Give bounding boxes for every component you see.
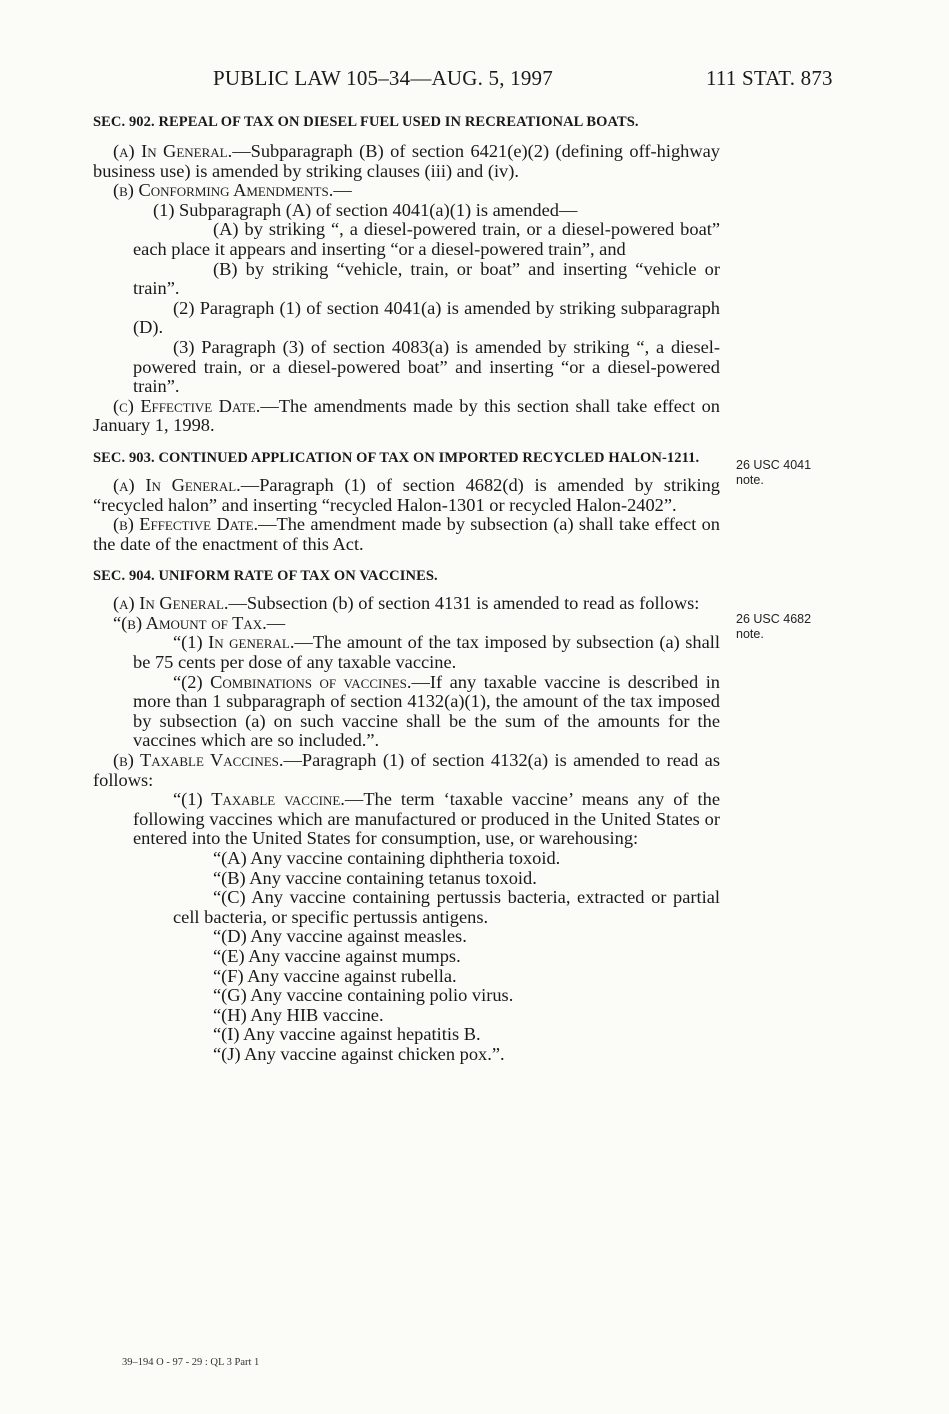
running-header-left: PUBLIC LAW 105–34—AUG. 5, 1997 xyxy=(213,66,553,90)
vaccine-list xyxy=(93,849,720,1065)
vaccine-list-item: “(F) Any vaccine against rubella. xyxy=(213,965,457,986)
side-note-26-usc-4682: 26 USC 4682 note. xyxy=(736,612,812,641)
sec902-b1-subparagraph-B: (B) by striking “vehicle, train, or boat” and inserting “vehicle or train”. xyxy=(133,258,720,299)
sec904-tv-heading: “(1) Taxable vaccine. xyxy=(173,789,345,810)
side-note-26-usc-4041: 26 USC 4041 note. xyxy=(736,458,812,487)
sec904-amt1-text: —The amount of the tax imposed by subsection (a) shall be 75 cents per dose of any taxable vaccine. xyxy=(133,632,720,673)
section-903-heading: SEC. 903. CONTINUED APPLICATION OF TAX ON IMPORTED RECYCLED HALON-1211. xyxy=(93,449,700,466)
section-902-heading: SEC. 902. REPEAL OF TAX ON DIESEL FUEL USED IN RECREATIONAL BOATS. xyxy=(93,114,639,130)
sec904-amt2-heading: “(2) Combinations of vaccines. xyxy=(173,671,412,692)
sec904-subsection-b xyxy=(93,751,720,790)
sec902-b-paragraph-3: (3) Paragraph (3) of section 4083(a) is amended by striking “, a diesel-powered train, or a diesel-powered boat” and inserting “or a diesel-powered train”. xyxy=(133,336,720,397)
running-header-right: 111 STAT. 873 xyxy=(706,66,833,90)
vaccine-list-item: “(G) Any vaccine containing polio virus. xyxy=(213,985,514,1006)
sec904-amount-heading: “(b) Amount of Tax. xyxy=(113,612,267,633)
document-body xyxy=(93,112,720,1065)
section-904-heading: SEC. 904. UNIFORM RATE OF TAX ON VACCINES. xyxy=(93,568,438,585)
sec904-tv-text: —The term ‘taxable vaccine’ means any of the following vaccines which are manufactured or produced in the United States or entered into the United States for consumption, use, or warehousing: xyxy=(133,789,721,849)
sec902-subsection-b xyxy=(93,181,720,201)
print-footer: 39–194 O - 97 - 29 : QL 3 Part 1 xyxy=(122,1357,260,1368)
sec902-c-heading: (c) Effective Date. xyxy=(113,395,261,416)
sec903-a-heading: (a) In General. xyxy=(113,474,241,495)
sec902-c-text: —The amendments made by this section shall take effect on January 1, 1998. xyxy=(93,395,720,436)
sec904-amount-of-tax xyxy=(93,614,720,634)
sec904-taxable-vaccine-definition xyxy=(93,790,720,849)
vaccine-list-item: “(E) Any vaccine against mumps. xyxy=(213,945,461,966)
sec904-b-text: —Paragraph (1) of section 4132(a) is amended to read as follows: xyxy=(93,750,720,790)
vaccine-list-item: “(D) Any vaccine against measles. xyxy=(213,926,467,947)
sec902-a-text: —Subparagraph (B) of section 6421(e)(2) (defining off-highway business use) is amended by striking clauses (iii) and (iv). xyxy=(93,141,720,181)
vaccine-list-item: “(B) Any vaccine containing tetanus toxoid. xyxy=(213,867,537,888)
sec903-b-heading: (b) Effective Date. xyxy=(113,514,259,535)
sec902-b-heading: (b) Conforming Amendments. xyxy=(113,180,334,201)
vaccine-list-item: “(A) Any vaccine containing diphtheria toxoid. xyxy=(213,848,561,868)
sec904-amount-text: — xyxy=(266,612,286,633)
sec903-a-text: —Paragraph (1) of section 4682(d) is amended by striking “recycled halon” and inserting “recycled Halon-1301 or recycled Halon-2402”. xyxy=(93,474,720,515)
vaccine-list-item: “(H) Any HIB vaccine. xyxy=(213,1004,384,1025)
sec904-amt1-heading: “(1) In general. xyxy=(173,632,295,653)
sec902-b-paragraph-2: (2) Paragraph (1) of section 4041(a) is amended by striking subparagraph (D). xyxy=(133,297,720,338)
sec904-subsection-a xyxy=(93,594,720,614)
sec904-amt2-text: —If any taxable vaccine is described in more than 1 subparagraph of section 4132(a)(1), the amount of the tax imposed by subsection (a) on such vaccine shall be the sum of the amounts for the vaccines which are so included.”. xyxy=(133,671,720,751)
sec904-a-text: —Subsection (b) of section 4131 is amended to read as follows: xyxy=(228,593,700,614)
vaccine-list-item: “(C) Any vaccine containing pertussis bacteria, extracted or partial cell bacteria, or specific pertussis antigens. xyxy=(173,887,720,927)
vaccine-list-item: “(J) Any vaccine against chicken pox.”. xyxy=(213,1043,505,1064)
vaccine-list-item: “(I) Any vaccine against hepatitis B. xyxy=(213,1024,481,1045)
sec903-subsection-a xyxy=(93,476,720,515)
sec902-subsection-a xyxy=(93,142,720,181)
sec903-b-text: —The amendment made by subsection (a) shall take effect on the date of the enactment of this Act. xyxy=(93,514,720,554)
sec902-b1-subparagraph-A: (A) by striking “, a diesel-powered train, or a diesel-powered boat” each place it appears and inserting “or a diesel-powered train”, and xyxy=(133,219,720,259)
sec904-a-heading: (a) In General. xyxy=(113,593,229,614)
sec902-a-heading: (a) In General. xyxy=(113,141,233,161)
sec904-amount-paragraph-2 xyxy=(93,673,720,751)
sec903-subsection-b xyxy=(93,515,720,554)
sec904-b-heading: (b) Taxable Vaccines. xyxy=(113,750,284,771)
sec902-subsection-c xyxy=(93,397,720,436)
sec904-amount-paragraph-1 xyxy=(93,633,720,672)
sec902-b-paragraph-1: (1) Subparagraph (A) of section 4041(a)(1) is amended— xyxy=(153,199,578,220)
sec902-b-text: — xyxy=(333,180,352,201)
